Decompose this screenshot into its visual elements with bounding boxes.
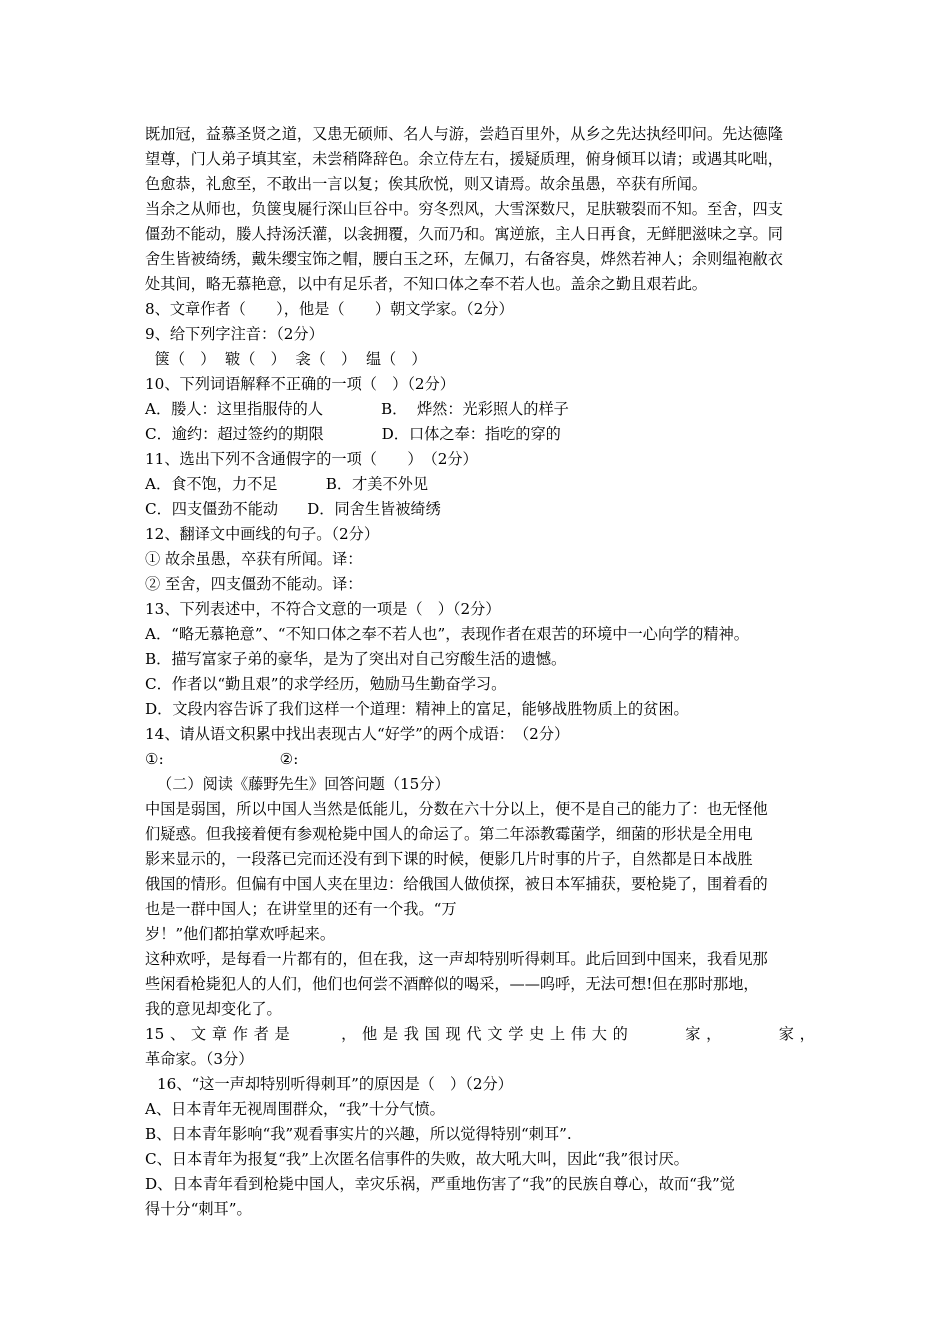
- q15-part: 的: [612, 1025, 628, 1043]
- q15-part: 家: [778, 1025, 794, 1043]
- q15-blank-author: [295, 1022, 335, 1047]
- q15-part: 代: [466, 1025, 482, 1043]
- question-14-blanks: ①: ②:: [145, 750, 299, 768]
- passage-2-line: 也是一群中国人；在讲堂里的还有一个我。“万: [145, 900, 457, 918]
- q15-part: 学: [508, 1025, 524, 1043]
- question-12: 12、翻译文中画线的句子。（2分）: [145, 525, 380, 543]
- passage-2-line: 我的意见却变化了。: [145, 1000, 282, 1018]
- q15-part: 章: [211, 1025, 227, 1043]
- q15-part: 家: [685, 1025, 701, 1043]
- passage-2-line: 中国是弱国，所以中国人当然是低能儿，分数在六十分以上，便不是自己的能力了：也无怪他: [145, 800, 768, 818]
- question-16-option-b: B、日本青年影响“我”观看事实片的兴趣，所以觉得特别“刺耳”.: [145, 1125, 572, 1143]
- q15-blank-1: [634, 1022, 680, 1047]
- q15-part: 文: [487, 1025, 503, 1043]
- question-10-options-ab: A．媵人：这里指服侍的人 B． 烨然：光彩照人的样子: [145, 400, 569, 418]
- question-11: 11、选出下列不含通假字的一项（ ） （2分）: [145, 450, 478, 468]
- passage-1-line: 舍生皆被绮绣，戴朱缨宝饰之帽，腰白玉之环，左佩刀，右备容臭，烨然若神人；余则缊袍敝衣: [145, 250, 783, 268]
- passage-1-line: 僵劲不能动，媵人持汤沃灌，以衾拥覆，久而乃和。寓逆旅，主人日再食，无鲜肥滋味之享。同: [145, 225, 783, 243]
- question-8: 8、文章作者（ ），他是（ ）朝文学家。（2分）: [145, 300, 514, 318]
- section-2-heading: （二）阅读《藤野先生》回答问题（15分）: [157, 775, 450, 793]
- passage-2: [145, 797, 815, 1022]
- question-12-item-2: ② 至舍，四支僵劲不能动。译：: [145, 575, 363, 593]
- question-16-option-d: D、日本青年看到枪毙中国人，幸灾乐祸，严重地伤害了“我”的民族自尊心，故而“我”觉: [145, 1175, 735, 1193]
- q15-part: ，: [799, 1025, 815, 1043]
- q15-part: 、: [170, 1025, 186, 1043]
- q15-part: 是: [274, 1025, 290, 1043]
- question-13-option-b: B．描写富家子弟的豪华，是为了突出对自己穷酸生活的遗憾。: [145, 650, 567, 668]
- passage-1-line: 望尊，门人弟子填其室，未尝稍降辞色。余立侍左右，援疑质理，俯身倾耳以请；或遇其叱咄，: [145, 150, 783, 168]
- question-16: 16、“这一声却特别听得刺耳”的原因是（ ）（2分）: [157, 1075, 513, 1093]
- q15-part: 我: [403, 1025, 419, 1043]
- q15-part: 作: [232, 1025, 248, 1043]
- q15-part: 上: [549, 1025, 566, 1043]
- q15-part: 15: [145, 1025, 165, 1043]
- question-13-option-c: C．作者以“勤且艰”的求学经历，勉励马生勤奋学习。: [145, 675, 507, 693]
- question-13-option-d: D．文段内容告诉了我们这样一个道理：精神上的富足，能够战胜物质上的贫困。: [145, 700, 689, 718]
- question-13: 13、下列表述中，不符合文意的一项是（ ）（2分）: [145, 600, 501, 618]
- question-13-option-a: A．“略无慕艳意”、“不知口体之奉不若人也”，表现作者在艰苦的环境中一心向学的精神。: [145, 625, 749, 643]
- question-15: [145, 1022, 815, 1047]
- question-11-options-ab: A．食不饱，力不足 B．才美不外见: [145, 475, 429, 493]
- q15-part: ，: [706, 1025, 722, 1043]
- q15-part: ，: [341, 1025, 357, 1043]
- passage-1-line: 处其间，略无慕艳意，以中有足乐者，不知口体之奉不若人也。盖余之勤且艰若此。: [145, 275, 707, 293]
- q15-blank-2: [727, 1022, 773, 1047]
- q15-part: 他: [361, 1025, 378, 1043]
- question-14: 14、请从语文积累中找出表现古人“好学”的两个成语： （2分）: [145, 725, 570, 743]
- question-16-option-a: A、日本青年无视周围群众，“我”十分气愤。: [145, 1100, 445, 1118]
- q15-part: 国: [424, 1025, 440, 1043]
- question-9-characters: 箧（ ） 皲（ ） 衾（ ） 缊（ ）: [145, 350, 427, 368]
- question-11-options-cd: C．四支僵劲不能动 D．同舍生皆被绮绣: [145, 500, 441, 518]
- q15-part: 现: [445, 1025, 461, 1043]
- passage-1-line: 当余之从师也，负箧曳屣行深山巨谷中。穷冬烈风，大雪深数尺，足肤皲裂而不知。至舍，四支: [145, 200, 783, 218]
- q15-part: 是: [382, 1025, 399, 1043]
- question-9: 9、给下列字注音：（2分）: [145, 325, 324, 343]
- question-15-end: 革命家。（3分）: [145, 1050, 254, 1068]
- question-16-option-c: C、日本青年为报复“我”上次匿名信事件的失败，故大吼大叫，因此“我”很讨厌。: [145, 1150, 689, 1168]
- question-10-options-cd: C．逾约：超过签约的期限 D．口体之奉：指吃的穿的: [145, 425, 561, 443]
- q15-part: 文: [190, 1025, 207, 1043]
- q15-part: 伟: [570, 1025, 587, 1043]
- passage-2-line: 些闲看枪毙犯人的人们，他们也何尝不酒醉似的喝采，——呜呼，无法可想!但在那时那地，: [145, 975, 759, 993]
- passage-2-line: 这种欢呼，是每看一片都有的，但在我，这一声却特别听得刺耳。此后回到中国来，我看见那: [145, 950, 768, 968]
- passage-2-line: 岁！”他们都拍掌欢呼起来。: [145, 925, 336, 943]
- question-10: 10、下列词语解释不正确的一项（ ）（2分）: [145, 375, 455, 393]
- passage-2-line: 们疑惑。但我接着便有参观枪毙中国人的命运了。第二年添教霉菌学，细菌的形状是全用电: [145, 825, 753, 843]
- passage-2-line: 俄国的情形。但偏有中国人夹在里边：给俄国人做侦探，被日本军捕获，要枪毙了，围着看的: [145, 875, 768, 893]
- passage-2-line: 影来显示的，一段落已完而还没有到下课的时候，便影几片时事的片子，自然都是日本战胜: [145, 850, 753, 868]
- q15-part: 大: [591, 1025, 607, 1043]
- q15-part: 者: [253, 1025, 269, 1043]
- question-16-option-d-continued: 得十分“刺耳”。: [145, 1200, 252, 1218]
- q15-part: 史: [529, 1025, 545, 1043]
- passage-1-line: 色愈恭，礼愈至，不敢出一言以复；俟其欣悦，则又请焉。故余虽愚，卒获有所闻。: [145, 175, 707, 193]
- question-12-item-1: ① 故余虽愚，卒获有所闻。译：: [145, 550, 363, 568]
- document-page: [145, 122, 815, 1222]
- passage-1-line: 既加冠，益慕圣贤之道，又患无硕师、名人与游，尝趋百里外，从乡之先达执经叩问。先达德隆: [145, 125, 783, 143]
- passage-1: [145, 122, 815, 297]
